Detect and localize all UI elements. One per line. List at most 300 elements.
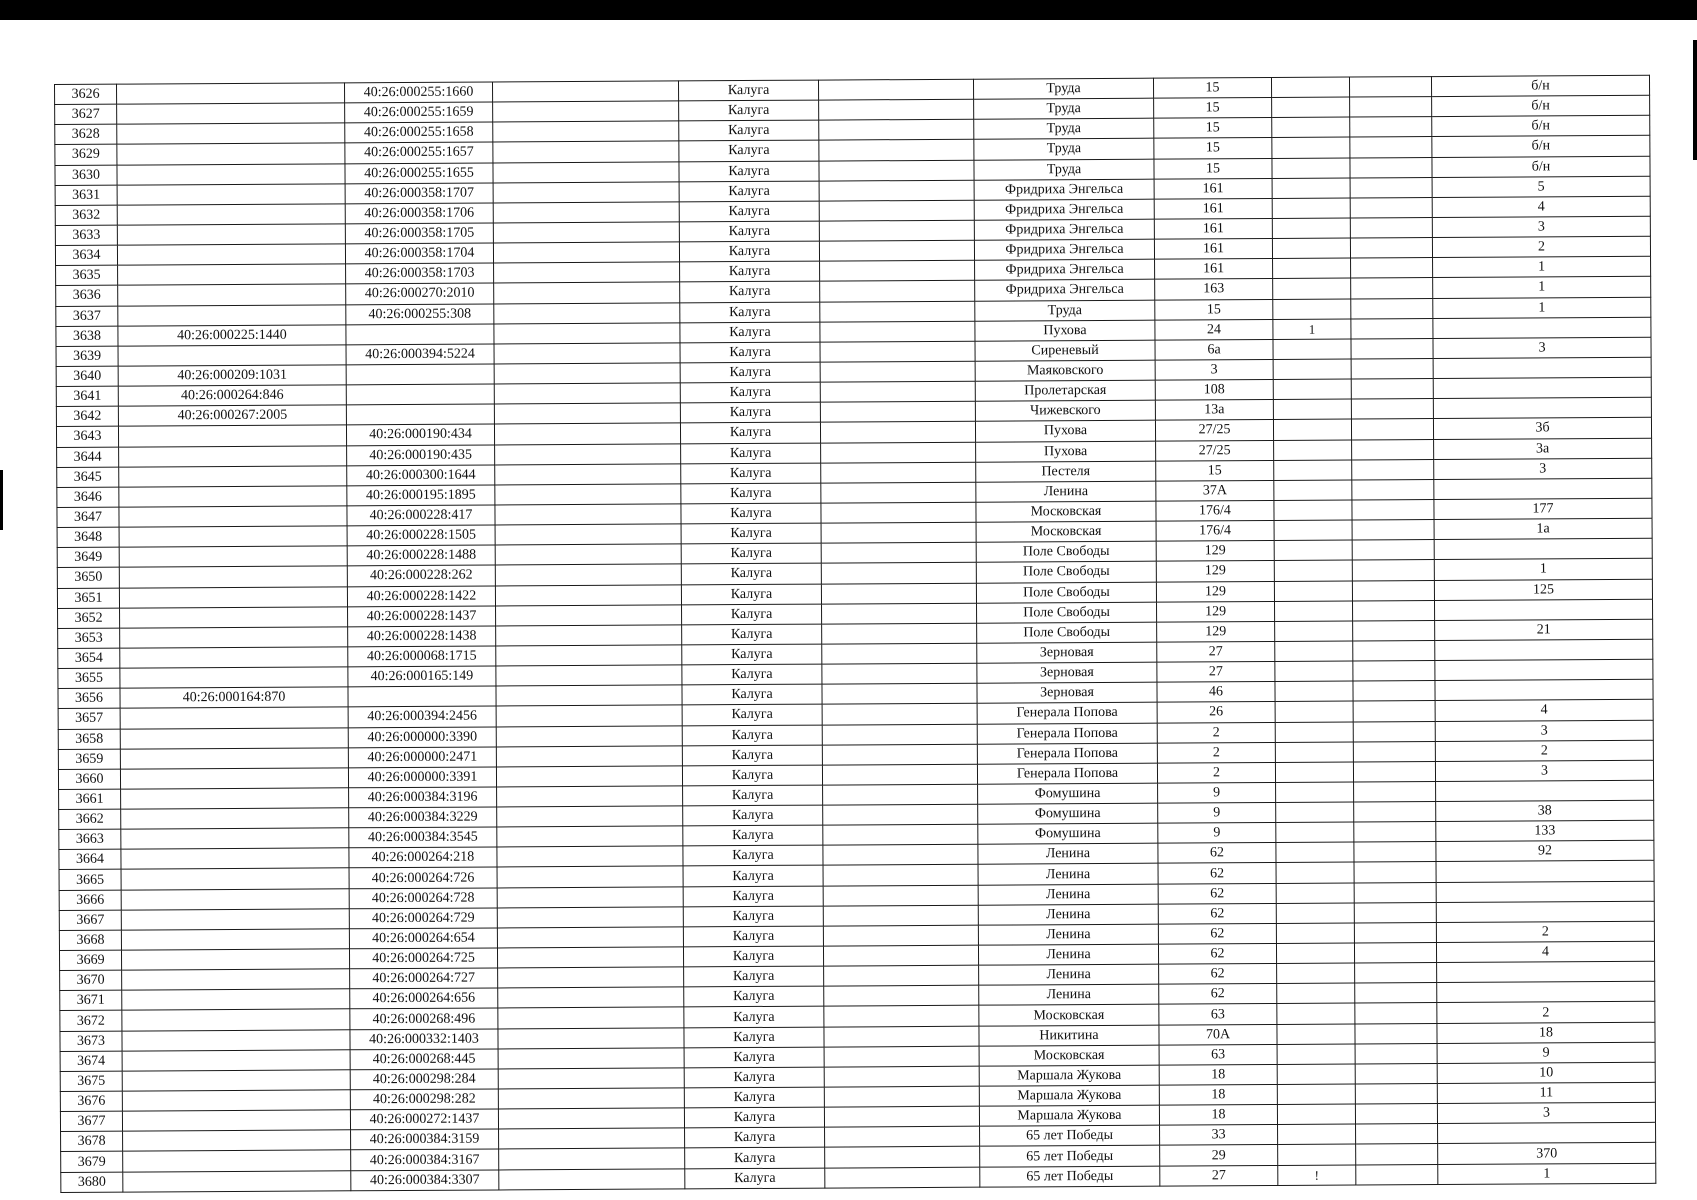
block-cell — [1350, 238, 1432, 259]
block-cell — [1351, 318, 1433, 339]
object-info-cell — [496, 766, 682, 787]
cadastral-number-building-cell: 40:26:000384:3159 — [351, 1129, 499, 1150]
house-number-cell: 161 — [1155, 259, 1273, 280]
row-number-cell: 3673 — [60, 1031, 122, 1051]
cadastral-number-building-cell — [346, 404, 494, 425]
building-flag-cell — [1273, 379, 1351, 400]
street-cell: Ленина — [978, 944, 1158, 965]
street-cell: Ленина — [979, 984, 1159, 1005]
cadastral-number-building-cell: 40:26:000384:3545 — [349, 827, 497, 848]
building-flag-cell — [1277, 1024, 1355, 1045]
cadastral-number-building-cell: 40:26:000358:1704 — [345, 243, 493, 264]
row-number-cell: 3657 — [58, 708, 120, 728]
city-cell: Калуга — [683, 906, 823, 927]
house-number-cell: 63 — [1159, 1004, 1277, 1025]
apartment-cell: 2 — [1436, 921, 1654, 942]
city-cell: Калуга — [684, 986, 824, 1007]
district-cell — [822, 603, 977, 624]
cadastral-number-building-cell: 40:26:000255:1658 — [345, 122, 493, 143]
building-flag-cell: ! — [1278, 1165, 1356, 1186]
object-info-cell — [495, 464, 681, 485]
block-cell — [1350, 97, 1432, 118]
block-cell — [1354, 781, 1436, 802]
house-number-cell: 62 — [1158, 903, 1276, 924]
district-cell — [823, 905, 978, 926]
street-cell: 65 лет Победы — [980, 1125, 1160, 1146]
cadastral-number-building-cell: 40:26:000165:149 — [348, 666, 496, 687]
building-flag-cell — [1273, 258, 1351, 279]
block-cell — [1355, 1063, 1437, 1084]
block-cell — [1356, 1164, 1438, 1185]
district-cell — [819, 200, 974, 221]
district-cell — [824, 986, 979, 1007]
row-number-cell: 3633 — [55, 225, 117, 245]
block-cell — [1356, 1144, 1438, 1165]
city-cell: Калуга — [680, 302, 820, 323]
row-number-cell: 3626 — [55, 84, 117, 104]
house-number-cell: 27 — [1160, 1165, 1278, 1186]
city-cell: Калуга — [682, 704, 822, 725]
apartment-cell: 5 — [1432, 176, 1650, 197]
row-number-cell: 3666 — [59, 890, 121, 910]
street-cell: Труда — [974, 159, 1154, 180]
row-number-cell: 3649 — [57, 547, 119, 567]
cadastral-number-land-cell — [117, 224, 345, 245]
district-cell — [823, 804, 978, 825]
object-info-cell — [494, 302, 680, 323]
apartment-cell: 9 — [1437, 1042, 1655, 1063]
building-flag-cell — [1277, 1003, 1355, 1024]
block-cell — [1354, 922, 1436, 943]
cadastral-number-land-cell — [123, 1130, 351, 1151]
cadastral-number-land-cell — [117, 143, 345, 164]
district-cell — [824, 1046, 979, 1067]
cadastral-number-land-cell — [121, 868, 349, 889]
cadastral-number-land-cell — [122, 1050, 350, 1071]
object-info-cell — [497, 806, 683, 827]
row-number-cell: 3642 — [56, 406, 118, 426]
apartment-cell: б/н — [1432, 95, 1650, 116]
building-flag-cell — [1273, 419, 1351, 440]
block-cell — [1351, 379, 1433, 400]
district-cell — [823, 784, 978, 805]
district-cell — [819, 99, 974, 120]
cadastral-number-land-cell — [120, 707, 348, 728]
building-flag-cell — [1272, 198, 1350, 219]
cadastral-number-building-cell: 40:26:000358:1703 — [346, 263, 494, 284]
block-cell — [1352, 459, 1434, 480]
cadastral-number-land-cell — [123, 1150, 351, 1171]
building-flag-cell — [1273, 399, 1351, 420]
city-cell: Калуга — [678, 80, 818, 101]
cadastral-number-land-cell — [122, 1110, 350, 1131]
cadastral-number-building-cell: 40:26:000264:654 — [349, 928, 497, 949]
object-info-cell — [498, 1068, 684, 1089]
scan-right-edge — [1693, 40, 1697, 160]
scan-left-edge — [0, 470, 3, 530]
house-number-cell: 62 — [1158, 843, 1276, 864]
cadastral-number-land-cell: 40:26:000225:1440 — [118, 325, 346, 346]
district-cell — [821, 482, 976, 503]
cadastral-number-building-cell: 40:26:000298:282 — [350, 1089, 498, 1110]
apartment-cell: 2 — [1437, 1002, 1655, 1023]
building-flag-cell — [1276, 863, 1354, 884]
building-flag-cell — [1275, 621, 1353, 642]
apartment-cell — [1436, 780, 1654, 801]
object-info-cell — [498, 1048, 684, 1069]
object-info-cell — [499, 1148, 685, 1169]
street-cell: Труда — [974, 139, 1154, 160]
district-cell — [824, 1066, 979, 1087]
city-cell: Калуга — [684, 1067, 824, 1088]
city-cell: Калуга — [684, 1087, 824, 1108]
object-info-cell — [497, 947, 683, 968]
street-cell: Ленина — [979, 964, 1159, 985]
district-cell — [822, 663, 977, 684]
object-info-cell — [493, 101, 679, 122]
cadastral-number-land-cell — [119, 506, 347, 527]
row-number-cell: 3662 — [59, 809, 121, 829]
cadastral-number-land-cell — [119, 586, 347, 607]
house-number-cell: 29 — [1160, 1145, 1278, 1166]
row-number-cell: 3674 — [60, 1051, 122, 1071]
district-cell — [822, 704, 977, 725]
cadastral-number-building-cell: 40:26:000384:3196 — [349, 787, 497, 808]
object-info-cell — [497, 927, 683, 948]
cadastral-number-land-cell — [117, 83, 345, 104]
object-info-cell — [495, 564, 681, 585]
apartment-cell: б/н — [1431, 75, 1649, 96]
house-number-cell: 129 — [1157, 621, 1275, 642]
house-number-cell: 63 — [1159, 1044, 1277, 1065]
street-cell: 65 лет Победы — [980, 1166, 1160, 1187]
street-cell: Маяковского — [975, 360, 1155, 381]
district-cell — [820, 321, 975, 342]
building-flag-cell — [1275, 641, 1353, 662]
district-cell — [824, 1006, 979, 1027]
house-number-cell: 176/4 — [1156, 500, 1274, 521]
city-cell: Калуга — [683, 785, 823, 806]
cadastral-number-building-cell: 40:26:000000:3390 — [348, 726, 496, 747]
cadastral-number-building-cell: 40:26:000255:308 — [346, 304, 494, 325]
city-cell: Калуга — [679, 141, 819, 162]
house-number-cell: 27 — [1157, 662, 1275, 683]
district-cell — [821, 442, 976, 463]
building-flag-cell — [1276, 923, 1354, 944]
cadastral-number-building-cell: 40:26:000228:262 — [347, 565, 495, 586]
object-info-cell — [494, 363, 680, 384]
block-cell — [1355, 1043, 1437, 1064]
block-cell — [1353, 620, 1435, 641]
street-cell: Фридриха Энгельса — [974, 219, 1154, 240]
building-flag-cell — [1275, 722, 1353, 743]
street-cell: Ленина — [978, 924, 1158, 945]
house-number-cell: 62 — [1159, 964, 1277, 985]
apartment-cell: 4 — [1432, 196, 1650, 217]
block-cell — [1353, 741, 1435, 762]
district-cell — [822, 724, 977, 745]
building-flag-cell: 1 — [1273, 319, 1351, 340]
block-cell — [1351, 258, 1433, 279]
city-cell: Калуга — [681, 523, 821, 544]
street-cell: Пухова — [976, 441, 1156, 462]
cadastral-number-building-cell: 40:26:000384:3229 — [349, 807, 497, 828]
house-number-cell: 161 — [1154, 178, 1272, 199]
row-number-cell: 3630 — [55, 165, 117, 185]
cadastral-number-land-cell — [117, 184, 345, 205]
building-flag-cell — [1277, 983, 1355, 1004]
block-cell — [1350, 177, 1432, 198]
cadastral-number-building-cell: 40:26:000255:1659 — [345, 102, 493, 123]
cadastral-number-land-cell — [122, 969, 350, 990]
block-cell — [1352, 540, 1434, 561]
house-number-cell: 2 — [1157, 742, 1275, 763]
block-cell — [1351, 278, 1433, 299]
object-info-cell — [495, 544, 681, 565]
street-cell: Московская — [976, 501, 1156, 522]
cadastral-number-building-cell: 40:26:000264:728 — [349, 888, 497, 909]
apartment-cell: 2 — [1435, 740, 1653, 761]
apartment-cell: 2 — [1432, 236, 1650, 257]
cadastral-number-building-cell: 40:26:000300:1644 — [347, 465, 495, 486]
city-cell: Калуга — [682, 624, 822, 645]
cadastral-number-land-cell — [121, 909, 349, 930]
district-cell — [820, 341, 975, 362]
city-cell: Калуга — [679, 100, 819, 121]
apartment-cell — [1434, 599, 1652, 620]
building-flag-cell — [1276, 782, 1354, 803]
cadastral-number-building-cell: 40:26:000264:656 — [350, 988, 498, 1009]
house-number-cell: 161 — [1154, 239, 1272, 260]
object-info-cell — [499, 1128, 685, 1149]
city-cell: Калуга — [682, 604, 822, 625]
house-number-cell: 2 — [1157, 762, 1275, 783]
cadastral-number-building-cell: 40:26:000228:1505 — [347, 525, 495, 546]
street-cell: Московская — [979, 1045, 1159, 1066]
street-cell: Фридриха Энгельса — [975, 280, 1155, 301]
city-cell: Калуга — [680, 382, 820, 403]
apartment-cell: 3а — [1434, 438, 1652, 459]
object-info-cell — [494, 383, 680, 404]
cadastral-number-land-cell — [121, 788, 349, 809]
house-number-cell: 27/25 — [1155, 420, 1273, 441]
house-number-cell: 163 — [1155, 279, 1273, 300]
cadastral-number-building-cell: 40:26:000358:1706 — [345, 203, 493, 224]
street-cell: Фридриха Энгельса — [974, 179, 1154, 200]
cadastral-number-land-cell — [117, 244, 345, 265]
street-cell: Чижевского — [975, 400, 1155, 421]
street-cell: Поле Свободы — [976, 541, 1156, 562]
city-cell: Калуга — [681, 443, 821, 464]
cadastral-number-building-cell: 40:26:000264:218 — [349, 847, 497, 868]
district-cell — [819, 140, 974, 161]
building-flag-cell — [1276, 883, 1354, 904]
row-number-cell: 3634 — [55, 245, 117, 265]
building-flag-cell — [1272, 218, 1350, 239]
block-cell — [1353, 661, 1435, 682]
house-number-cell: 62 — [1158, 883, 1276, 904]
city-cell: Калуга — [684, 1047, 824, 1068]
row-number-cell: 3665 — [59, 870, 121, 890]
object-info-cell — [498, 1007, 684, 1028]
row-number-cell: 3645 — [57, 467, 119, 487]
row-number-cell: 3678 — [61, 1131, 123, 1151]
building-flag-cell — [1271, 77, 1349, 98]
row-number-cell: 3627 — [55, 104, 117, 124]
house-number-cell: 24 — [1155, 319, 1273, 340]
street-cell: Генерала Попова — [977, 743, 1157, 764]
block-cell — [1355, 963, 1437, 984]
object-info-cell — [494, 343, 680, 364]
cadastral-number-building-cell: 40:26:000264:729 — [349, 908, 497, 929]
building-flag-cell — [1272, 178, 1350, 199]
building-flag-cell — [1274, 440, 1352, 461]
street-cell: Маршала Жукова — [979, 1085, 1159, 1106]
object-info-cell — [496, 685, 682, 706]
city-cell: Калуга — [681, 483, 821, 504]
building-flag-cell — [1272, 137, 1350, 158]
object-info-cell — [498, 987, 684, 1008]
house-number-cell: 62 — [1158, 863, 1276, 884]
street-cell: Фомушина — [978, 783, 1158, 804]
street-cell: Пестеля — [976, 461, 1156, 482]
row-number-cell: 3672 — [60, 1011, 122, 1031]
city-cell: Калуга — [685, 1168, 825, 1189]
object-info-cell — [496, 645, 682, 666]
city-cell: Калуга — [682, 664, 822, 685]
cadastral-number-land-cell — [120, 627, 348, 648]
object-info-cell — [493, 161, 679, 182]
district-cell — [825, 1147, 980, 1168]
block-cell — [1354, 862, 1436, 883]
street-cell: Поле Свободы — [977, 622, 1157, 643]
house-number-cell: 129 — [1156, 541, 1274, 562]
building-flag-cell — [1276, 903, 1354, 924]
object-info-cell — [492, 81, 678, 102]
city-cell: Калуга — [679, 161, 819, 182]
apartment-cell — [1438, 1123, 1656, 1144]
apartment-cell — [1436, 861, 1654, 882]
house-number-cell: 15 — [1154, 138, 1272, 159]
city-cell: Калуга — [683, 926, 823, 947]
street-cell: Зерновая — [977, 642, 1157, 663]
object-info-cell — [495, 504, 681, 525]
block-cell — [1351, 399, 1433, 420]
object-info-cell — [493, 121, 679, 142]
object-info-cell — [496, 605, 682, 626]
city-cell: Калуга — [680, 362, 820, 383]
object-info-cell — [495, 584, 681, 605]
block-cell — [1355, 983, 1437, 1004]
block-cell — [1356, 1124, 1438, 1145]
block-cell — [1350, 218, 1432, 239]
building-flag-cell — [1276, 802, 1354, 823]
row-number-cell: 3664 — [59, 849, 121, 869]
district-cell — [821, 542, 976, 563]
row-number-cell: 3655 — [58, 668, 120, 688]
building-flag-cell — [1277, 1064, 1355, 1085]
house-number-cell: 129 — [1157, 601, 1275, 622]
apartment-cell — [1437, 961, 1655, 982]
district-cell — [823, 925, 978, 946]
block-cell — [1355, 1084, 1437, 1105]
cadastral-number-land-cell — [119, 526, 347, 547]
street-cell: 65 лет Победы — [980, 1146, 1160, 1167]
row-number-cell: 3635 — [56, 265, 118, 285]
block-cell — [1353, 701, 1435, 722]
city-cell: Калуга — [680, 281, 820, 302]
row-number-cell: 3668 — [59, 930, 121, 950]
district-cell — [823, 824, 978, 845]
apartment-cell: 18 — [1437, 1022, 1655, 1043]
block-cell — [1350, 157, 1432, 178]
building-flag-cell — [1276, 943, 1354, 964]
row-number-cell: 3667 — [59, 910, 121, 930]
cadastral-number-building-cell: 40:26:000228:1438 — [348, 626, 496, 647]
apartment-cell: 133 — [1436, 821, 1654, 842]
district-cell — [825, 1126, 980, 1147]
street-cell: Генерала Попова — [977, 763, 1157, 784]
apartment-cell: 92 — [1436, 841, 1654, 862]
district-cell — [822, 683, 977, 704]
cadastral-number-land-cell — [119, 566, 347, 587]
building-flag-cell — [1276, 822, 1354, 843]
building-flag-cell — [1273, 359, 1351, 380]
city-cell: Калуга — [681, 584, 821, 605]
street-cell: Московская — [976, 521, 1156, 542]
object-info-cell — [497, 826, 683, 847]
city-cell: Калуга — [685, 1148, 825, 1169]
street-cell: Генерала Попова — [977, 703, 1157, 724]
city-cell: Калуга — [682, 644, 822, 665]
cadastral-number-building-cell: 40:26:000298:284 — [350, 1069, 498, 1090]
row-number-cell: 3656 — [58, 688, 120, 708]
cadastral-number-land-cell — [122, 989, 350, 1010]
row-number-cell: 3679 — [61, 1152, 123, 1172]
cadastral-number-land-cell — [122, 1090, 350, 1111]
apartment-cell — [1434, 539, 1652, 560]
district-cell — [825, 1167, 980, 1188]
apartment-cell: 1 — [1438, 1163, 1656, 1184]
row-number-cell: 3644 — [57, 447, 119, 467]
row-number-cell: 3639 — [56, 346, 118, 366]
block-cell — [1354, 842, 1436, 863]
apartment-cell — [1435, 639, 1653, 660]
house-number-cell: 33 — [1160, 1125, 1278, 1146]
object-info-cell — [494, 262, 680, 283]
cadastral-number-building-cell: 40:26:000264:727 — [350, 968, 498, 989]
street-cell: Маршала Жукова — [979, 1105, 1159, 1126]
cadastral-number-land-cell — [120, 768, 348, 789]
cadastral-number-land-cell — [121, 929, 349, 950]
cadastral-number-land-cell — [118, 264, 346, 285]
building-flag-cell — [1276, 842, 1354, 863]
object-info-cell — [496, 746, 682, 767]
apartment-cell: 370 — [1438, 1143, 1656, 1164]
city-cell: Калуга — [682, 745, 822, 766]
building-flag-cell — [1278, 1124, 1356, 1145]
house-number-cell: 27 — [1157, 641, 1275, 662]
block-cell — [1351, 359, 1433, 380]
building-flag-cell — [1273, 299, 1351, 320]
cadastral-number-land-cell: 40:26:000209:1031 — [118, 365, 346, 386]
cadastral-number-building-cell: 40:26:000228:1488 — [347, 545, 495, 566]
street-cell: Ленина — [978, 884, 1158, 905]
cadastral-number-building-cell: 40:26:000358:1705 — [345, 223, 493, 244]
row-number-cell: 3661 — [59, 789, 121, 809]
object-info-cell — [497, 846, 683, 867]
building-flag-cell — [1274, 581, 1352, 602]
